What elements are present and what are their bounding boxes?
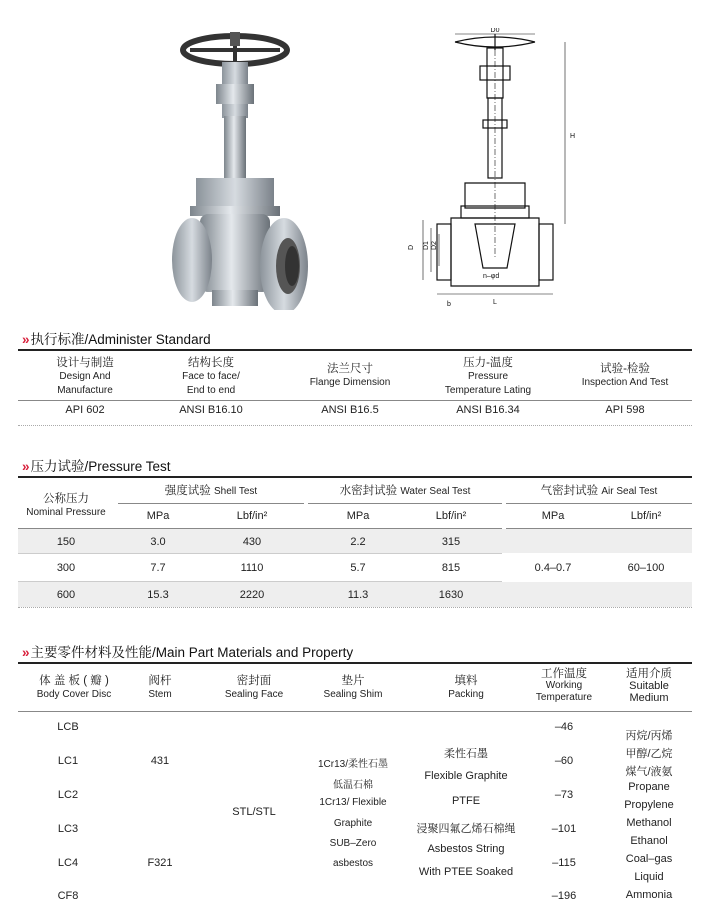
section-title-standard: » 执行标准/Administer Standard xyxy=(22,332,211,347)
header-shell-test: 强度试验 Shell Test xyxy=(164,485,258,497)
body-cf8: CF8 xyxy=(57,890,79,902)
value-inspection: API 598 xyxy=(605,404,645,416)
cell: 11.3 xyxy=(347,589,369,601)
label-b: b xyxy=(447,301,451,308)
medium-line: Coal–gas xyxy=(625,853,673,865)
np-150: 150 xyxy=(56,536,76,548)
unit-water-lbf: Lbf/in² xyxy=(435,510,467,522)
shim-line: Graphite xyxy=(333,818,373,829)
stem-431: 431 xyxy=(150,755,170,767)
rule xyxy=(18,400,692,401)
rule xyxy=(18,528,502,529)
header-pressure-temp: 压力-温度 Pressure Temperature Lating xyxy=(444,357,532,396)
stem-f321: F321 xyxy=(147,857,173,869)
cell: 315 xyxy=(441,536,461,548)
rule xyxy=(18,607,692,608)
packing-line: With PTEE Soaked xyxy=(418,866,514,878)
temp-value: –73 xyxy=(554,789,574,801)
header-sealing-face: 密封面 Sealing Face xyxy=(224,675,284,700)
cell: 15.3 xyxy=(147,589,169,601)
air-lbf: 60–100 xyxy=(627,562,665,574)
temp-value: –115 xyxy=(552,857,576,869)
value-design: API 602 xyxy=(65,404,105,416)
label-d0: D0 xyxy=(490,28,500,34)
section-title-pressure: » 压力试验/Pressure Test xyxy=(22,459,171,474)
header-temperature: 工作温度 Working Temperature xyxy=(535,668,593,703)
unit-shell-mpa: MPa xyxy=(146,510,170,522)
rule xyxy=(18,553,502,554)
header-medium: 适用介质 Suitable Medium xyxy=(626,668,672,704)
packing-line: Asbestos String xyxy=(427,843,505,855)
header-air-test: 气密封试验 Air Seal Test xyxy=(540,485,658,497)
packing-line: PTFE xyxy=(451,795,481,807)
header-inspection: 试验-检验 Inspection And Test xyxy=(581,363,669,388)
sealing-face-value: STL/STL xyxy=(232,806,276,818)
rule xyxy=(18,425,692,426)
rule xyxy=(308,503,502,504)
unit-shell-lbf: Lbf/in² xyxy=(236,510,268,522)
unit-water-mpa: MPa xyxy=(346,510,370,522)
header-stem: 阀杆 Stem xyxy=(148,675,172,700)
label-l: L xyxy=(493,299,497,306)
rule xyxy=(118,503,304,504)
temp-value: –60 xyxy=(554,755,574,767)
np-600: 600 xyxy=(56,589,76,601)
packing-line: 柔性石墨 xyxy=(444,748,488,760)
temp-value: –101 xyxy=(551,823,577,835)
cell: 430 xyxy=(242,536,262,548)
cell: 5.7 xyxy=(350,562,366,574)
unit-air-lbf: Lbf/in² xyxy=(630,510,662,522)
header-water-test: 水密封试验 Water Seal Test xyxy=(339,485,471,497)
medium-line: Propylene xyxy=(624,799,674,811)
header-flange: 法兰尺寸 Flange Dimension xyxy=(309,363,391,388)
body-lc2: LC2 xyxy=(57,789,79,801)
value-flange: ANSI B16.5 xyxy=(321,404,379,416)
cell: 2.2 xyxy=(350,536,366,548)
cell: 1630 xyxy=(438,589,464,601)
medium-line: Methanol xyxy=(626,817,672,829)
label-d1: D1 xyxy=(423,241,430,250)
header-packing: 填料 Packing xyxy=(448,675,484,700)
header-nominal: 公称压力 Nominal Pressure xyxy=(26,493,106,518)
cell: 7.7 xyxy=(150,562,166,574)
rule xyxy=(506,503,692,504)
temp-value: –46 xyxy=(554,721,574,733)
packing-line: Flexible Graphite xyxy=(424,770,508,782)
shim-line: asbestos xyxy=(332,858,374,869)
section-title-materials: » 主要零件材料及性能/Main Part Materials and Property xyxy=(22,645,354,660)
label-h: H xyxy=(570,133,575,140)
medium-line: 煤气/液氨 xyxy=(625,766,673,778)
label-d: D xyxy=(408,244,415,250)
shim-line: 低温石棉 xyxy=(333,780,373,791)
body-lc4: LC4 xyxy=(57,857,79,869)
air-mpa: 0.4–0.7 xyxy=(534,562,572,574)
unit-air-mpa: MPa xyxy=(541,510,565,522)
rule xyxy=(506,528,692,529)
medium-line: Propane xyxy=(628,781,670,793)
medium-line: Ammonia xyxy=(625,889,673,901)
value-face: ANSI B16.10 xyxy=(179,404,243,416)
rule xyxy=(18,662,692,664)
cell: 3.0 xyxy=(150,536,166,548)
header-design: 设计与制造 Design And Manufacture xyxy=(56,357,114,396)
rule xyxy=(18,476,692,478)
cell: 1110 xyxy=(240,562,264,574)
rule xyxy=(18,349,692,351)
body-lc3: LC3 xyxy=(57,823,79,835)
medium-line: Ethanol xyxy=(630,835,668,847)
cell: 815 xyxy=(441,562,461,574)
rule xyxy=(18,581,502,582)
label-nd: n–φd xyxy=(483,273,500,280)
valve-technical-drawing xyxy=(395,28,575,310)
value-pressure-temp: ANSI B16.34 xyxy=(456,404,520,416)
chevron-icon: » xyxy=(22,459,27,474)
packing-line: 浸聚四氟乙烯石棉绳 xyxy=(416,823,516,835)
temp-value: –196 xyxy=(551,890,577,902)
cell: 2220 xyxy=(239,589,265,601)
label-d2: D2 xyxy=(431,241,438,250)
np-300: 300 xyxy=(56,562,76,574)
chevron-icon: » xyxy=(22,645,27,660)
chevron-icon: » xyxy=(22,332,27,347)
shim-line: 1Cr13/ Flexible xyxy=(319,797,387,808)
header-face: 结构长度 Face to face/ End to end xyxy=(182,357,240,396)
medium-line: 丙烷/丙烯 xyxy=(625,730,673,742)
body-lcb: LCB xyxy=(57,721,79,733)
rule xyxy=(18,711,692,712)
body-lc1: LC1 xyxy=(57,755,79,767)
shim-line: 1Cr13/柔性石墨 xyxy=(317,759,388,770)
medium-line: Liquid xyxy=(634,871,664,883)
header-shim: 垫片 Sealing Shim xyxy=(323,675,383,700)
header-body: 体 盖 板 ( 瓣 ) Body Cover Disc xyxy=(36,675,112,700)
medium-line: 甲醇/乙烷 xyxy=(625,748,673,760)
valve-photo xyxy=(160,28,330,310)
shim-line: SUB–Zero xyxy=(329,838,377,849)
